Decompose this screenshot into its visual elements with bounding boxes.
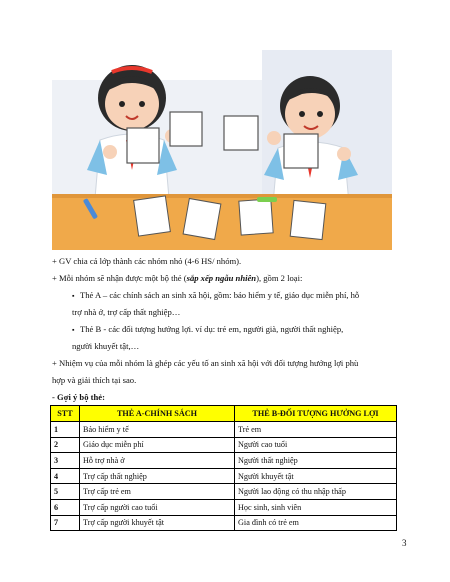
header-card-b: THẺ B-ĐỐI TƯỢNG HƯỞNG LỢI — [235, 406, 397, 422]
card-set-table — [50, 405, 397, 531]
row-number: 5 — [51, 484, 80, 500]
policy-cell: Bảo hiểm y tế — [80, 422, 235, 438]
row-number: 3 — [51, 453, 80, 469]
random-order-emphasis: sắp xếp ngẫu nhiên — [186, 273, 257, 283]
bullet-card-a-cont: trợ nhà ở, trợ cấp thất nghiệp… — [72, 307, 181, 317]
policy-cell: Trợ cấp người cao tuổi — [80, 499, 235, 515]
table-row — [51, 422, 397, 438]
intro-line-groups: + GV chia cả lớp thành các nhóm nhỏ (4-6 HS/ nhóm). — [52, 256, 242, 266]
header-stt: STT — [51, 406, 80, 422]
policy-cell: Giáo dục miễn phí — [80, 437, 235, 453]
task-line-2: hợp và giải thích tại sao. — [52, 375, 137, 385]
bullet-card-a: ▪ Thẻ A – các chính sách an sinh xã hội, gồm: bảo hiểm y tế, giáo dục miễn phí, hỗ — [52, 287, 417, 305]
policy-cell: Trợ cấp thất nghiệp — [80, 468, 235, 484]
beneficiary-cell: Người cao tuổi — [235, 437, 397, 453]
bullet-card-b-cont: người khuyết tật,… — [72, 341, 140, 351]
beneficiary-cell: Học sinh, sinh viên — [235, 499, 397, 515]
page-number: 3 — [402, 538, 407, 548]
bullet-square-icon: ▪ — [72, 292, 75, 300]
row-number: 7 — [51, 515, 80, 531]
row-number: 2 — [51, 437, 80, 453]
beneficiary-cell: Gia đình có trẻ em — [235, 515, 397, 531]
beneficiary-cell: Người lao động có thu nhập thấp — [235, 484, 397, 500]
policy-cell: Hỗ trợ nhà ở — [80, 453, 235, 469]
policy-cell: Trợ cấp người khuyết tật — [80, 515, 235, 531]
row-number: 1 — [51, 422, 80, 438]
intro-line-cards: + Mỗi nhóm sẽ nhận được một bộ thẻ (sắp xếp ngẫu nhiên), gồm 2 loại: — [52, 273, 303, 283]
row-number: 6 — [51, 499, 80, 515]
policy-cell: Trợ cấp trẻ em — [80, 484, 235, 500]
illustration-students-with-cards — [52, 40, 392, 250]
table-row — [51, 484, 397, 500]
beneficiary-cell: Trẻ em — [235, 422, 397, 438]
table-row — [51, 468, 397, 484]
beneficiary-cell: Người thất nghiệp — [235, 453, 397, 469]
bullet-square-icon: ▪ — [72, 326, 75, 334]
header-card-a: THẺ A-CHÍNH SÁCH — [80, 406, 235, 422]
beneficiary-cell: Người khuyết tật — [235, 468, 397, 484]
row-number: 4 — [51, 468, 80, 484]
table-row — [51, 499, 397, 515]
table-row — [51, 437, 397, 453]
bullet-card-b: ▪ Thẻ B - các đối tượng hưởng lợi. ví dụ: trẻ em, người già, người thất nghiệp, — [52, 321, 417, 339]
table-row — [51, 515, 397, 531]
task-line-1: + Nhiệm vụ của mỗi nhóm là ghép các yếu tố an sinh xã hội với đối tượng hưởng lợi phù — [52, 358, 359, 368]
table-header-row — [51, 406, 397, 422]
hint-title: - Gợi ý bộ thẻ: — [52, 392, 105, 402]
table-row — [51, 453, 397, 469]
